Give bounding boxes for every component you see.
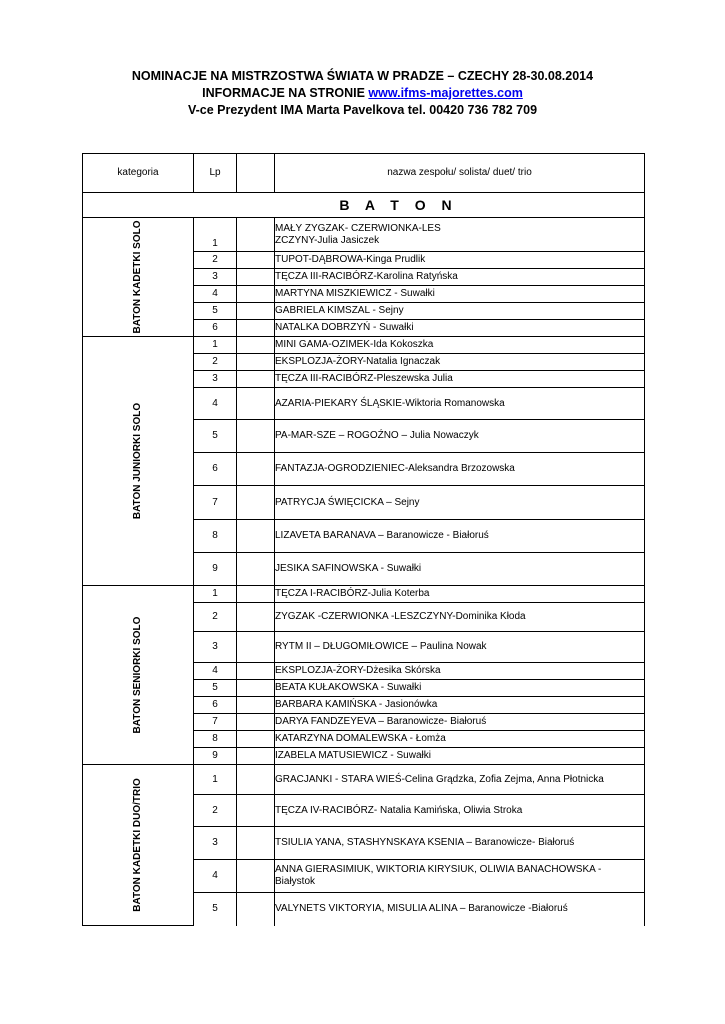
blank-cell xyxy=(237,269,275,286)
entry-name-cell: IZABELA MATUSIEWICZ - Suwałki xyxy=(275,748,645,765)
lp-cell: 9 xyxy=(194,748,237,765)
blank-cell xyxy=(237,553,275,586)
website-link[interactable]: www.ifms-majorettes.com xyxy=(368,86,523,100)
blank-cell xyxy=(237,354,275,371)
entry-name-cell: NATALKA DOBRZYŃ - Suwałki xyxy=(275,320,645,337)
category-label: BATON SENIORKI SOLO xyxy=(132,616,143,734)
entry-name-cell: BARBARA KAMIŃSKA - Jasionówka xyxy=(275,697,645,714)
header-name: nazwa zespołu/ solista/ duet/ trio xyxy=(275,154,645,193)
blank-cell xyxy=(237,453,275,486)
blank-cell xyxy=(237,765,275,795)
entry-name-cell: PA-MAR-SZE – ROGOŹNO – Julia Nowaczyk xyxy=(275,420,645,453)
lp-cell: 5 xyxy=(194,680,237,697)
table-header-row xyxy=(83,154,645,193)
entry-name-cell: MAŁY ZYGZAK- CZERWIONKA-LES ZCZYNY-Julia Jasiczek xyxy=(275,218,645,252)
section-row xyxy=(83,193,645,218)
category-label: BATON KADETKI DUO/TRIO xyxy=(132,778,143,912)
table-row xyxy=(83,586,645,603)
info-prefix: INFORMACJE NA STRONIE xyxy=(202,86,369,100)
category-cell xyxy=(83,337,194,586)
blank-cell xyxy=(237,860,275,893)
blank-cell xyxy=(237,303,275,320)
blank-cell xyxy=(237,371,275,388)
lp-cell: 7 xyxy=(194,714,237,731)
lp-cell: 5 xyxy=(194,303,237,320)
entry-name-cell: GRACJANKI - STARA WIEŚ-Celina Grądzka, Zofia Zejma, Anna Płotnicka xyxy=(275,765,645,795)
category-cell xyxy=(83,586,194,765)
entry-name-cell: VALYNETS VIKTORYIA, MISULIA ALINA – Baranowicze -Białoruś xyxy=(275,893,645,926)
lp-cell: 8 xyxy=(194,520,237,553)
lp-cell: 1 xyxy=(194,586,237,603)
entry-name-cell: TĘCZA III-RACIBÓRZ-Karolina Ratyńska xyxy=(275,269,645,286)
lp-cell: 4 xyxy=(194,388,237,420)
blank-cell xyxy=(237,632,275,663)
blank-cell xyxy=(237,748,275,765)
table-row xyxy=(83,337,645,354)
blank-cell xyxy=(237,603,275,632)
blank-cell xyxy=(237,486,275,520)
header-lp: Lp xyxy=(194,154,237,193)
nominations-table xyxy=(82,153,645,926)
lp-cell: 1 xyxy=(194,218,237,252)
blank-cell xyxy=(237,714,275,731)
blank-cell xyxy=(237,420,275,453)
blank-cell xyxy=(237,286,275,303)
lp-cell: 6 xyxy=(194,453,237,486)
entry-name-cell: ANNA GIERASIMIUK, WIKTORIA KIRYSIUK, OLIWIA BANACHOWSKA - Białystok xyxy=(275,860,645,893)
blank-cell xyxy=(237,697,275,714)
header-blank xyxy=(237,154,275,193)
entry-name-cell: LIZAVETA BARANAVA – Baranowicze - Białoruś xyxy=(275,520,645,553)
blank-cell xyxy=(237,388,275,420)
table-row xyxy=(83,218,645,252)
blank-cell xyxy=(237,218,275,252)
entry-name-cell: TĘCZA III-RACIBÓRZ-Pleszewska Julia xyxy=(275,371,645,388)
entry-name-cell: MARTYNA MISZKIEWICZ - Suwałki xyxy=(275,286,645,303)
lp-cell: 4 xyxy=(194,286,237,303)
entry-name-cell: TĘCZA I-RACIBÓRZ-Julia Koterba xyxy=(275,586,645,603)
lp-cell: 3 xyxy=(194,827,237,860)
blank-cell xyxy=(237,795,275,827)
lp-cell: 3 xyxy=(194,269,237,286)
blank-cell xyxy=(237,731,275,748)
table-row xyxy=(83,765,645,795)
lp-cell: 2 xyxy=(194,603,237,632)
lp-cell: 5 xyxy=(194,420,237,453)
blank-cell xyxy=(237,520,275,553)
blank-cell xyxy=(237,893,275,926)
blank-cell xyxy=(237,252,275,269)
entry-name-cell: BEATA KUŁAKOWSKA - Suwałki xyxy=(275,680,645,697)
blank-cell xyxy=(237,827,275,860)
lp-cell: 1 xyxy=(194,337,237,354)
entry-name-cell: GABRIELA KIMSZAL - Sejny xyxy=(275,303,645,320)
document-title-line-2 xyxy=(0,86,725,100)
entry-name-cell: DARYA FANDZEYEVA – Baranowicze- Białoruś xyxy=(275,714,645,731)
blank-cell xyxy=(237,320,275,337)
lp-cell: 5 xyxy=(194,893,237,926)
entry-name-cell: TSIULIA YANA, STASHYNSKAYA KSENIA – Baranowicze- Białoruś xyxy=(275,827,645,860)
blank-cell xyxy=(237,337,275,354)
entry-name-cell: KATARZYNA DOMALEWSKA - Łomża xyxy=(275,731,645,748)
entry-name-cell: AZARIA-PIEKARY ŚLĄSKIE-Wiktoria Romanowska xyxy=(275,388,645,420)
lp-cell: 4 xyxy=(194,663,237,680)
lp-cell: 9 xyxy=(194,553,237,586)
blank-cell xyxy=(237,586,275,603)
lp-cell: 4 xyxy=(194,860,237,893)
entry-name-cell: MINI GAMA-OZIMEK-Ida Kokoszka xyxy=(275,337,645,354)
lp-cell: 7 xyxy=(194,486,237,520)
entry-name-cell: TUPOT-DĄBROWA-Kinga Prudlik xyxy=(275,252,645,269)
lp-cell: 6 xyxy=(194,320,237,337)
lp-cell: 2 xyxy=(194,795,237,827)
entry-name-cell: EKSPLOZJA-ŻORY-Dżesika Skórska xyxy=(275,663,645,680)
category-label: BATON JUNIORKI SOLO xyxy=(132,402,143,520)
lp-cell: 2 xyxy=(194,252,237,269)
lp-cell: 8 xyxy=(194,731,237,748)
lp-cell: 1 xyxy=(194,765,237,795)
lp-cell: 3 xyxy=(194,632,237,663)
blank-cell xyxy=(237,663,275,680)
lp-cell: 6 xyxy=(194,697,237,714)
entry-name-cell: JESIKA SAFINOWSKA - Suwałki xyxy=(275,553,645,586)
entry-name-cell: RYTM II – DŁUGOMIŁOWICE – Paulina Nowak xyxy=(275,632,645,663)
category-cell xyxy=(83,765,194,926)
entry-name-cell: TĘCZA IV-RACIBÓRZ- Natalia Kamińska, Oliwia Stroka xyxy=(275,795,645,827)
entry-name-cell: FANTAZJA-OGRODZIENIEC-Aleksandra Brzozowska xyxy=(275,453,645,486)
entry-name-cell: ZYGZAK -CZERWIONKA -LESZCZYNY-Dominika Kłoda xyxy=(275,603,645,632)
lp-cell: 2 xyxy=(194,354,237,371)
document-title-line-1: NOMINACJE NA MISTRZOSTWA ŚWIATA W PRADZE – CZECHY 28-30.08.2014 xyxy=(131,69,594,83)
document-title-line-3: V-ce Prezydent IMA Marta Pavelkova tel. 00420 736 782 709 xyxy=(187,103,538,117)
entry-name-cell: PATRYCJA ŚWIĘCICKA – Sejny xyxy=(275,486,645,520)
section-title: B A T O N xyxy=(83,193,645,218)
category-cell xyxy=(83,218,194,337)
header-kategoria: kategoria xyxy=(83,154,194,193)
blank-cell xyxy=(237,680,275,697)
category-label: BATON KADETKI SOLO xyxy=(132,220,143,334)
entry-name-cell: EKSPLOZJA-ŻORY-Natalia Ignaczak xyxy=(275,354,645,371)
lp-cell: 3 xyxy=(194,371,237,388)
